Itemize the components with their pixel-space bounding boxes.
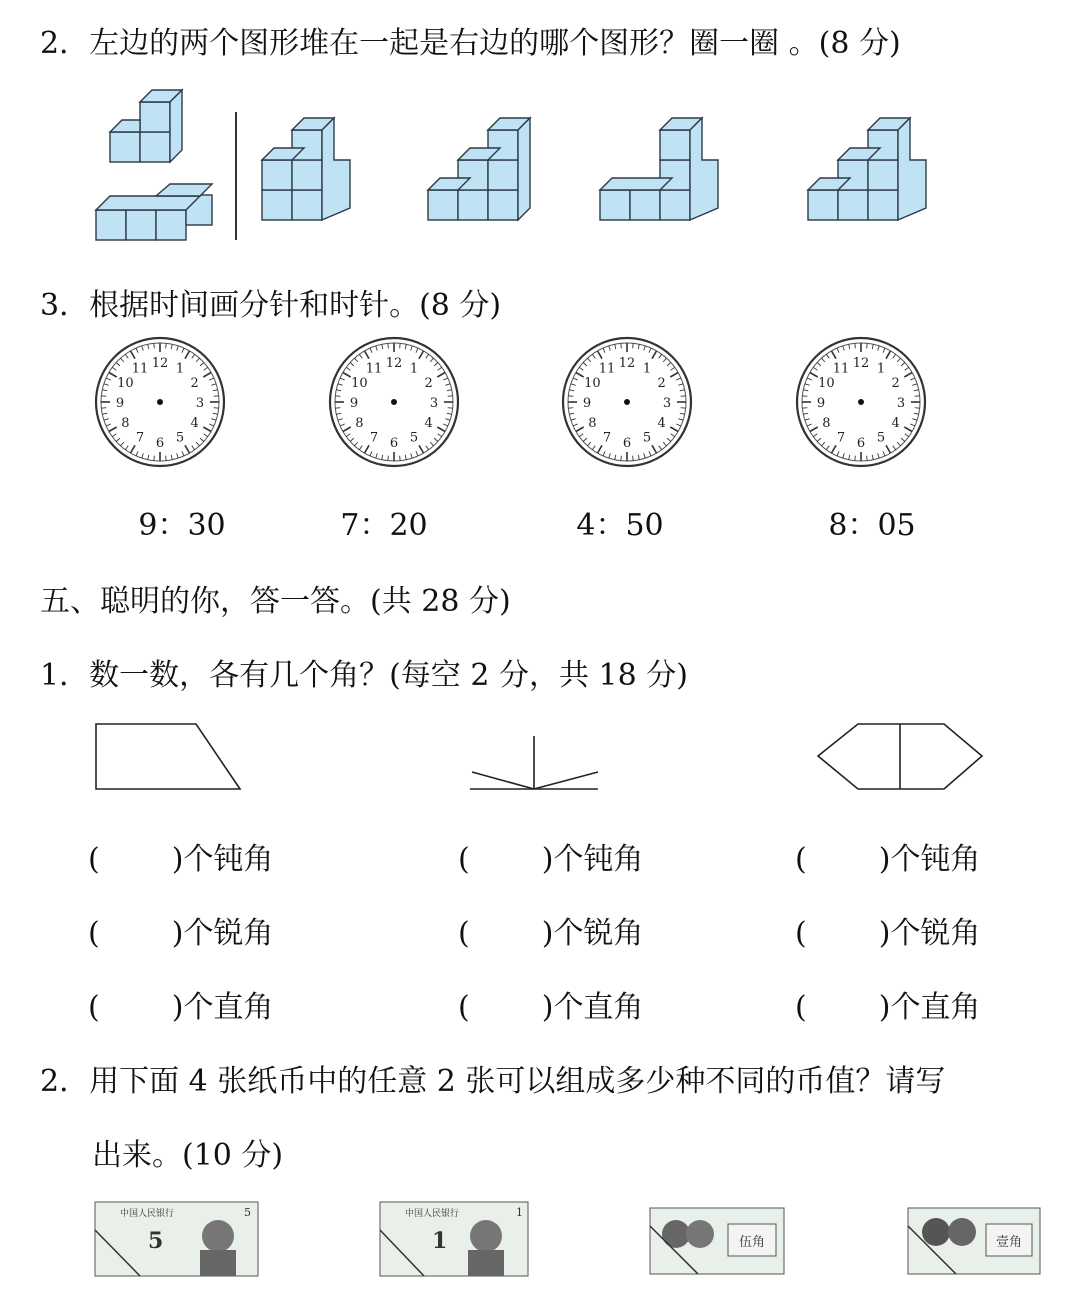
svg-text:伍角: 伍角 [739,1235,766,1250]
clock-number: 8 [355,416,364,431]
clock-number: 5 [175,430,185,446]
clock-number: 10 [584,376,601,391]
answer-acute-1[interactable]: ( )个锐角 [88,916,274,951]
clock-face-1 [96,338,224,466]
question-5-2-line2: 出来。(10 分) [92,1138,284,1173]
clock-center-dot [858,399,864,405]
clock-number: 2 [891,376,900,391]
clock-center-dot [391,399,397,405]
clock-number: 12 [618,356,636,371]
clock-number: 5 [642,430,652,446]
clock-number: 2 [424,376,433,391]
banknote-1-yuan [380,1202,528,1276]
cube-option-d [808,118,926,220]
clock-number: 2 [190,376,199,391]
clock-faces [0,336,1080,476]
clock-number: 6 [622,436,632,451]
clock-number: 12 [385,356,403,371]
clock-number: 12 [852,356,870,371]
svg-text:1: 1 [516,1206,523,1219]
clock-center-dot [157,399,163,405]
clock-number: 2 [657,376,666,391]
svg-text:1: 1 [432,1228,448,1254]
cube-figures [0,0,1080,260]
clock-number: 6 [155,436,165,451]
banknote-1-jiao [908,1208,1040,1274]
clock-face-3 [563,338,691,466]
clock-number: 1 [876,361,886,377]
clock-number: 3 [195,396,205,411]
clock-number: 10 [818,376,835,391]
clock-number: 6 [389,436,399,451]
clock-number: 9 [582,396,592,411]
cube-source-top [110,90,182,162]
clock-center-dot [624,399,630,405]
svg-text:壹角: 壹角 [996,1235,1023,1250]
clock-number: 1 [175,361,185,377]
clock-number: 4 [891,416,900,431]
clock-number: 11 [832,361,850,377]
clock-number: 3 [662,396,672,411]
answer-obtuse-2[interactable]: ( )个钝角 [458,842,644,877]
question-3-text: 3．根据时间画分针和时针。(8 分) [40,288,502,323]
clock-number: 4 [190,416,199,431]
clock-number: 3 [429,396,439,411]
answer-right-3[interactable]: ( )个直角 [795,990,981,1025]
clock-number: 8 [588,416,597,431]
cube-option-a [262,118,350,220]
cube-option-b [428,118,530,220]
clock-number: 1 [409,361,419,377]
clock-number: 11 [598,361,616,377]
svg-text:5: 5 [148,1228,164,1254]
clock-number: 4 [657,416,666,431]
clock-number: 4 [424,416,433,431]
time-label-3: 4：50 [576,508,664,543]
answer-acute-2[interactable]: ( )个锐角 [458,916,644,951]
section-5-heading: 五、聪明的你，答一答。(共 28 分) [40,584,511,619]
clock-number: 7 [836,430,846,446]
clock-number: 11 [365,361,383,377]
svg-text:5: 5 [244,1206,251,1219]
clock-number: 9 [115,396,125,411]
clock-number: 8 [822,416,831,431]
cube-source-bottom [96,184,212,240]
question-5-2-line1: 2．用下面 4 张纸币中的任意 2 张可以组成多少种不同的币值？请写 [40,1064,946,1099]
clock-number: 3 [896,396,906,411]
rays-shape [470,736,598,789]
clock-number: 5 [876,430,886,446]
trapezoid-shape [96,724,240,789]
answer-obtuse-1[interactable]: ( )个钝角 [88,842,274,877]
banknote-5-yuan [95,1202,258,1276]
clock-number: 9 [349,396,359,411]
question-5-1-text: 1．数一数，各有几个角？(每空 2 分，共 18 分) [40,658,688,693]
svg-text:中国人民银行: 中国人民银行 [405,1209,460,1219]
clock-face-4 [797,338,925,466]
clock-number: 5 [409,430,419,446]
svg-text:中国人民银行: 中国人民银行 [120,1209,175,1219]
clock-number: 7 [602,430,612,446]
clock-number: 8 [121,416,130,431]
time-label-2: 7：20 [340,508,428,543]
clock-number: 9 [816,396,826,411]
hexagon-shape [818,724,982,789]
time-label-4: 8：05 [828,508,916,543]
clock-number: 10 [351,376,368,391]
clock-number: 6 [856,436,866,451]
answer-acute-3[interactable]: ( )个锐角 [795,916,981,951]
time-label-1: 9：30 [138,508,226,543]
angle-shapes [0,712,1080,812]
question-2-text: 2．左边的两个图形堆在一起是右边的哪个图形？圈一圈 。(8 分) [40,26,901,61]
clock-face-2 [330,338,458,466]
banknotes [0,1200,1080,1290]
answer-obtuse-3[interactable]: ( )个钝角 [795,842,981,877]
clock-number: 7 [135,430,145,446]
clock-number: 11 [131,361,149,377]
clock-number: 7 [369,430,379,446]
clock-number: 12 [151,356,169,371]
answer-right-1[interactable]: ( )个直角 [88,990,274,1025]
answer-right-2[interactable]: ( )个直角 [458,990,644,1025]
clock-number: 10 [117,376,134,391]
clock-number: 1 [642,361,652,377]
banknote-5-jiao [650,1208,784,1274]
cube-option-c [600,118,718,220]
